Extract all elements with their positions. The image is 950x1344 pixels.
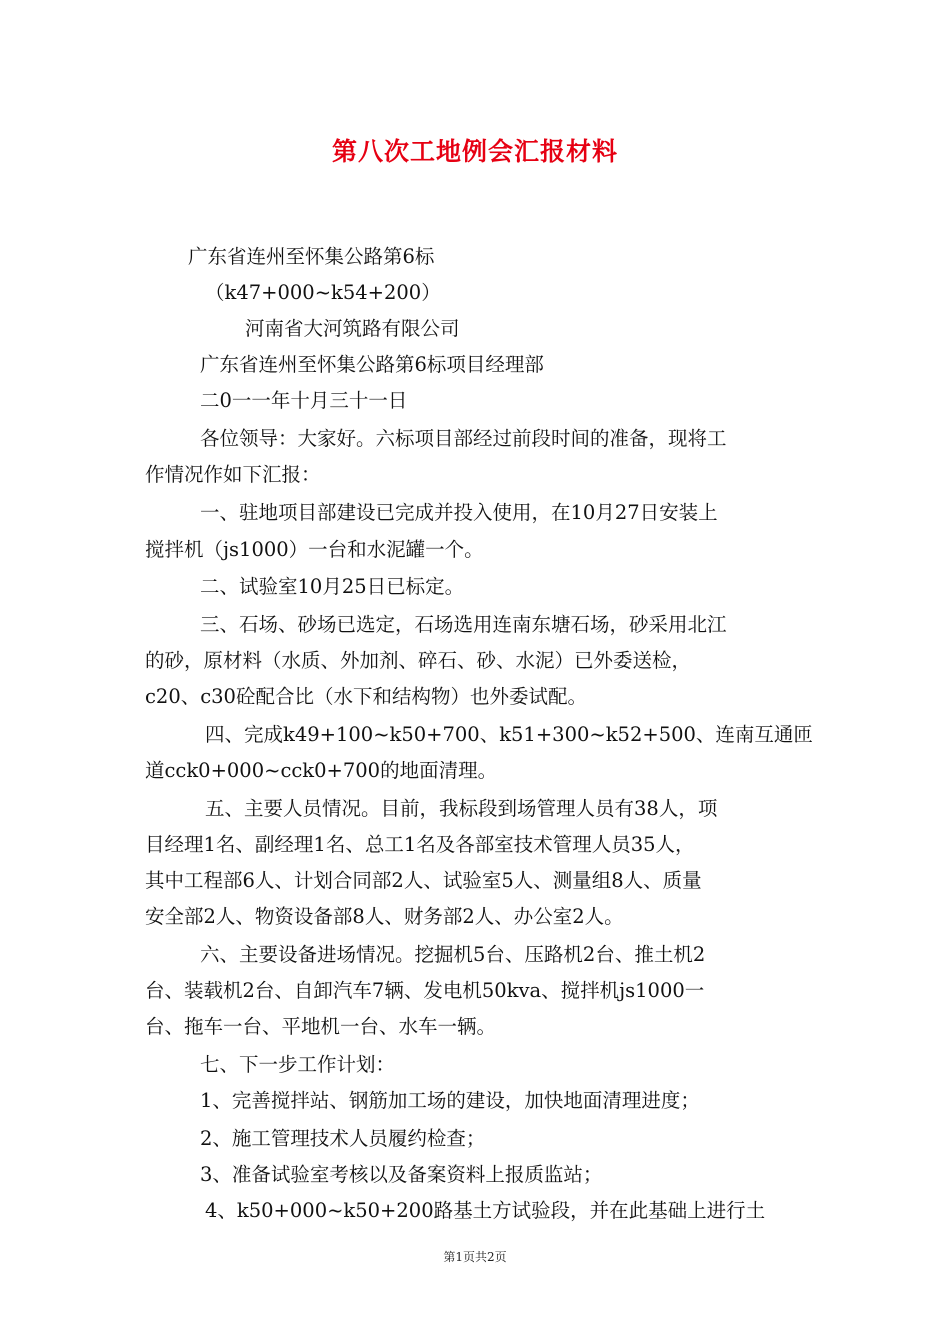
text-line: 二0一一年十月三十一日 [200,389,408,412]
text-line: 其中工程部6人、计划合同部2人、试验室5人、测量组8人、质量 [145,869,702,892]
text-line: 的砂，原材料（水质、外加剂、碎石、砂、水泥）已外委送检， [145,649,692,672]
text-line: 搅拌机（js1000）一台和水泥罐一个。 [145,538,484,561]
text-line: 三、石场、砂场已选定，石场选用连南东塘石场，砂采用北江 [200,613,727,636]
text-line: 作情况作如下汇报： [145,463,321,486]
text-line: 四、完成k49+100~k50+700、k51+300~k52+500、连南互通匝 [205,723,813,746]
text-line: 六、主要设备进场情况。挖掘机5台、压路机2台、推土机2 [200,943,706,966]
text-line: 台、拖车一台、平地机一台、水车一辆。 [145,1015,497,1038]
text-line: 一、驻地项目部建设已完成并投入使用，在10月27日安装上 [200,501,718,524]
page-number: 第1页共2页 [443,1250,507,1264]
text-line: 目经理1名、副经理1名、总工1名及各部室技术管理人员35人， [145,833,695,856]
text-line: 广东省连州至怀集公路第6标项目经理部 [200,353,544,376]
text-line: 台、装载机2台、自卸汽车7辆、发电机50kva、搅拌机js1000一 [145,979,705,1002]
text-line: 4、k50+000~k50+200路基土方试验段，并在此基础上进行土 [205,1199,766,1222]
text-line: （k47+000~k54+200） [205,281,441,304]
document-title: 第八次工地例会汇报材料 [331,137,618,166]
text-line: 安全部2人、物资设备部8人、财务部2人、办公室2人。 [145,905,624,928]
text-line: 河南省大河筑路有限公司 [245,317,460,340]
text-line: 五、主要人员情况。目前，我标段到场管理人员有38人，项 [205,797,718,820]
text-line: 二、试验室10月25日已标定。 [200,575,465,598]
text-line: 各位领导：大家好。六标项目部经过前段时间的准备，现将工 [200,427,727,450]
text-line: 道cck0+000~cck0+700的地面清理。 [145,759,498,782]
text-line: 3、准备试验室考核以及备案资料上报质监站； [200,1163,603,1186]
text-line: 1、完善搅拌站、钢筋加工场的建设，加快地面清理进度； [200,1089,700,1112]
text-line: 广东省连州至怀集公路第6标 [188,245,435,268]
text-line: 七、下一步工作计划： [200,1053,396,1076]
text-line: c20、c30砼配合比（水下和结构物）也外委试配。 [145,685,587,708]
text-line: 2、施工管理技术人员履约检查； [200,1127,486,1150]
